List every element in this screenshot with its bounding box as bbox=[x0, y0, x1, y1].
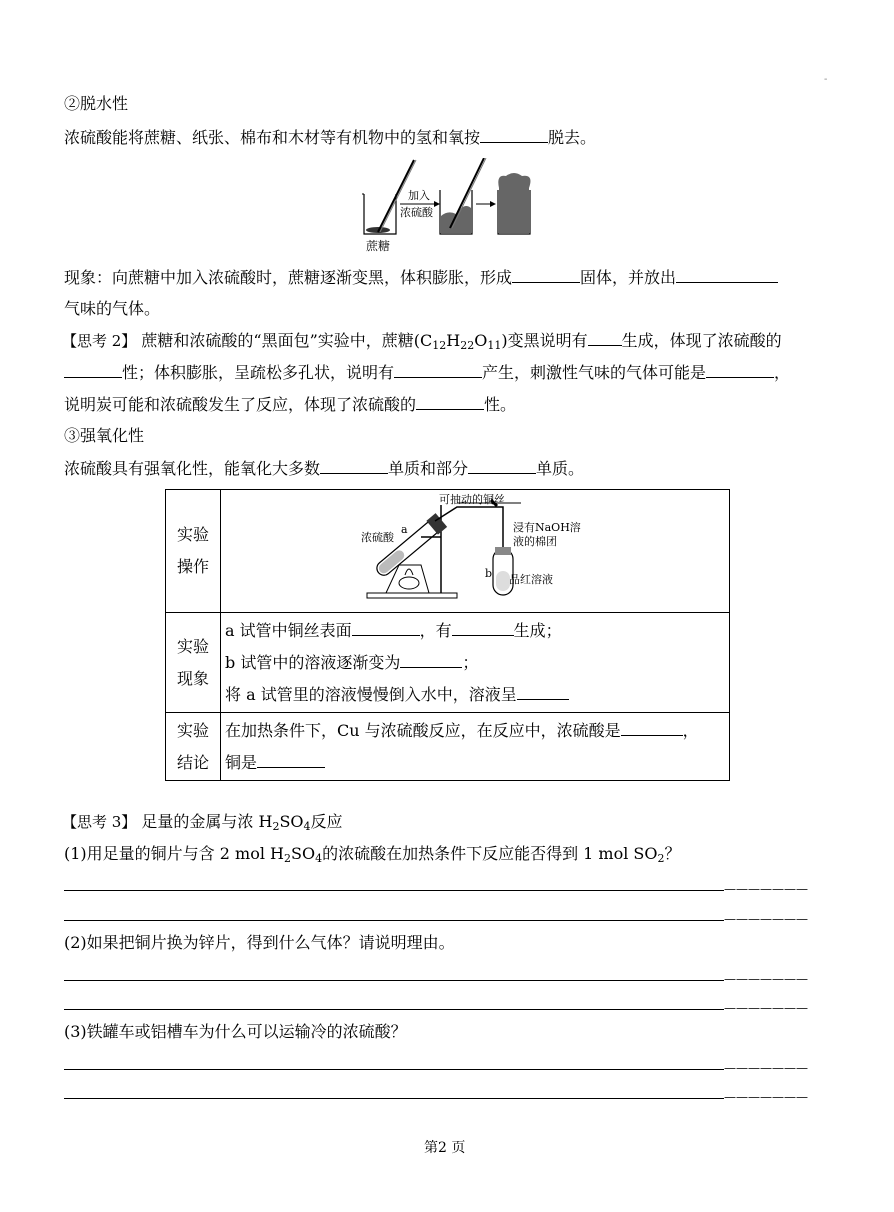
label-magenta: 品红溶液 bbox=[509, 572, 553, 586]
section-heading-oxidation: ③强氧化性 bbox=[64, 426, 145, 445]
think2-line-2 bbox=[64, 362, 790, 383]
think2-line-1 bbox=[62, 330, 782, 351]
think2-text-2b: 产生，刺激性气味的气体可能是 bbox=[482, 363, 707, 382]
answer-line-q1-2[interactable] bbox=[64, 912, 808, 926]
label-phenomenon bbox=[166, 613, 221, 713]
label-tube-a: a bbox=[401, 522, 408, 536]
section-heading-dehydration: ②脱水性 bbox=[64, 94, 129, 113]
page-number: 第2 页 bbox=[424, 1140, 466, 1156]
blank-oxidizing[interactable] bbox=[416, 394, 484, 410]
formula-h: H bbox=[446, 331, 461, 350]
q1-text-a: (1)用足量的铜片与含 2 mol H bbox=[64, 844, 284, 863]
question-3: (3)铁罐车或铝槽车为什么可以运输冷的浓硫酸？ bbox=[64, 1022, 407, 1041]
oxidation-text-c: 单质。 bbox=[536, 459, 585, 478]
think2-text-1a: 蔗糖和浓硫酸的“黑面包”实验中，蔗糖(C bbox=[141, 331, 433, 350]
sub-22: 22 bbox=[460, 339, 475, 352]
conclusion-row-2 bbox=[225, 747, 729, 779]
conclusion-cell bbox=[221, 713, 730, 781]
blank-metal[interactable] bbox=[320, 458, 388, 474]
label-operation bbox=[166, 490, 221, 613]
blank-solid[interactable] bbox=[512, 267, 580, 283]
label-copper-wire: 可抽动的铜丝 bbox=[439, 492, 505, 506]
think2-text-1b: )变黑说明有 bbox=[501, 331, 588, 350]
label-operation-1: 实验 bbox=[176, 525, 209, 544]
think2-tag: 【思考 2】 bbox=[62, 332, 137, 350]
phenomenon-line-1 bbox=[64, 267, 778, 288]
label-cotton-2: 液的棉团 bbox=[513, 534, 557, 548]
think3-title-b: SO bbox=[279, 812, 304, 831]
blank-gas-formed[interactable] bbox=[452, 620, 514, 636]
label-conclusion-1: 实验 bbox=[176, 720, 209, 740]
blank-diluted-color[interactable] bbox=[517, 684, 569, 700]
answer-line-q3-2[interactable] bbox=[64, 1090, 808, 1104]
sucrose-label: 蔗糖 bbox=[366, 239, 391, 253]
formula-o: O bbox=[474, 331, 488, 350]
think3-title-c: 反应 bbox=[310, 812, 343, 831]
corner-mark: - bbox=[824, 74, 828, 85]
dash-tail: ——————— bbox=[724, 1090, 808, 1104]
think3-tag: 【思考 3】 bbox=[62, 813, 137, 831]
row3-text-2: 铜是 bbox=[225, 752, 258, 772]
table-row-phenomenon bbox=[166, 613, 730, 713]
blank-oxidant[interactable] bbox=[621, 720, 683, 736]
think3-title bbox=[62, 812, 343, 832]
dash-tail: ——————— bbox=[724, 1061, 808, 1075]
q1-text-c: 的浓硫酸在加热条件下反应能否得到 1 mol SO bbox=[322, 844, 658, 863]
table-row-operation bbox=[166, 490, 730, 613]
label-operation-2: 操作 bbox=[176, 557, 209, 576]
blank-solution-color[interactable] bbox=[400, 652, 462, 668]
think2-text-3a: 说明炭可能和浓硫酸发生了反应，体现了浓硫酸的 bbox=[64, 395, 417, 414]
q1-text-b: SO bbox=[290, 844, 316, 863]
think2-line-3 bbox=[64, 394, 516, 415]
sub-12: 12 bbox=[432, 339, 447, 352]
blank-ratio[interactable] bbox=[480, 127, 548, 143]
oxidation-text-b: 单质和部分 bbox=[388, 459, 469, 478]
label-phenomenon-2: 现象 bbox=[176, 668, 209, 688]
phenomenon-text-b: 固体，并放出 bbox=[580, 268, 677, 287]
arrow-label-add: 加入 bbox=[408, 189, 430, 202]
apparatus-cell bbox=[221, 490, 730, 613]
oxidation-sentence bbox=[64, 458, 584, 479]
row2-text-2b: ； bbox=[462, 652, 479, 672]
blank-nonmetal[interactable] bbox=[468, 458, 536, 474]
row2-text-1b: ，有 bbox=[419, 620, 452, 640]
row2-text-1c: 生成； bbox=[513, 620, 562, 640]
blank-reductant[interactable] bbox=[257, 752, 325, 768]
dash-tail: ——————— bbox=[724, 912, 808, 926]
dehydration-text-post: 脱去。 bbox=[548, 128, 597, 147]
label-conc-acid: 浓硫酸 bbox=[361, 530, 394, 544]
sucrose-experiment-figure bbox=[356, 158, 536, 254]
dash-tail: ——————— bbox=[724, 1001, 808, 1015]
row2-text-2a: b 试管中的溶液逐渐变为 bbox=[225, 652, 401, 672]
dash-tail: ——————— bbox=[724, 972, 808, 986]
dehydration-text-pre: 浓硫酸能将蔗糖、纸张、棉布和木材等有机物中的氢和氧按 bbox=[64, 128, 481, 147]
phenomenon-row-2 bbox=[225, 647, 729, 679]
blank-property[interactable] bbox=[64, 362, 122, 378]
label-conclusion-2: 结论 bbox=[176, 752, 209, 772]
sub-4: 4 bbox=[303, 820, 311, 833]
phenomenon-line-2: 气味的气体。 bbox=[64, 299, 161, 318]
question-2: (2)如果把铜片换为锌片，得到什么气体？请说明理由。 bbox=[64, 933, 455, 952]
sub-11: 11 bbox=[487, 339, 502, 352]
answer-line-q1-1[interactable] bbox=[64, 882, 808, 896]
blank-product[interactable] bbox=[588, 330, 622, 346]
row2-text-3: 将 a 试管里的溶液慢慢倒入水中，溶液呈 bbox=[225, 684, 517, 704]
q1-sub-2b: 2 bbox=[657, 852, 665, 865]
phenomenon-row-3 bbox=[225, 679, 729, 711]
label-cotton-1: 浸有NaOH溶 bbox=[513, 520, 581, 534]
question-1 bbox=[64, 844, 681, 864]
phenomenon-text-a: 现象：向蔗糖中加入浓硫酸时，蔗糖逐渐变黑，体积膨胀，形成 bbox=[64, 268, 513, 287]
blank-gas[interactable] bbox=[394, 362, 482, 378]
label-tube-b: b bbox=[485, 566, 493, 580]
row2-text-1a: a 试管中铜丝表面 bbox=[225, 620, 352, 640]
answer-line-q2-2[interactable] bbox=[64, 1001, 808, 1015]
dash-tail: ——————— bbox=[724, 882, 808, 896]
conclusion-row-1 bbox=[225, 715, 729, 747]
blank-wire-surface[interactable] bbox=[352, 620, 420, 636]
row3-text-1b: ， bbox=[682, 720, 699, 740]
think2-text-1c: 生成，体现了浓硫酸的 bbox=[621, 331, 782, 350]
experiment-table bbox=[165, 489, 730, 781]
phenomenon-row-1 bbox=[225, 615, 729, 647]
think2-text-2c: ， bbox=[774, 363, 791, 382]
q1-sub-2: 2 bbox=[283, 852, 291, 865]
q1-sub-4: 4 bbox=[315, 852, 323, 865]
label-phenomenon-1: 实验 bbox=[176, 636, 209, 656]
table-row-conclusion bbox=[166, 713, 730, 781]
blank-smell[interactable] bbox=[676, 267, 778, 283]
label-conclusion bbox=[166, 713, 221, 781]
arrow-label-acid: 浓硫酸 bbox=[400, 206, 433, 219]
oxidation-text-a: 浓硫酸具有强氧化性，能氧化大多数 bbox=[64, 459, 321, 478]
copper-sulfuric-apparatus bbox=[221, 491, 729, 612]
answer-line-q2-1[interactable] bbox=[64, 972, 808, 986]
phenomenon-cell bbox=[221, 613, 730, 713]
dehydration-sentence bbox=[64, 127, 596, 148]
answer-line-q3-1[interactable] bbox=[64, 1061, 808, 1075]
think2-text-3b: 性。 bbox=[484, 395, 517, 414]
sub-2: 2 bbox=[272, 820, 280, 833]
row3-text-1a: 在加热条件下，Cu 与浓硫酸反应，在反应中，浓硫酸是 bbox=[225, 720, 621, 740]
q1-text-d: ？ bbox=[664, 844, 681, 863]
blank-pungent-gas[interactable] bbox=[706, 362, 774, 378]
think3-title-a: 足量的金属与浓 H bbox=[141, 812, 273, 831]
think2-text-2a: 性；体积膨胀，呈疏松多孔状，说明有 bbox=[122, 363, 395, 382]
